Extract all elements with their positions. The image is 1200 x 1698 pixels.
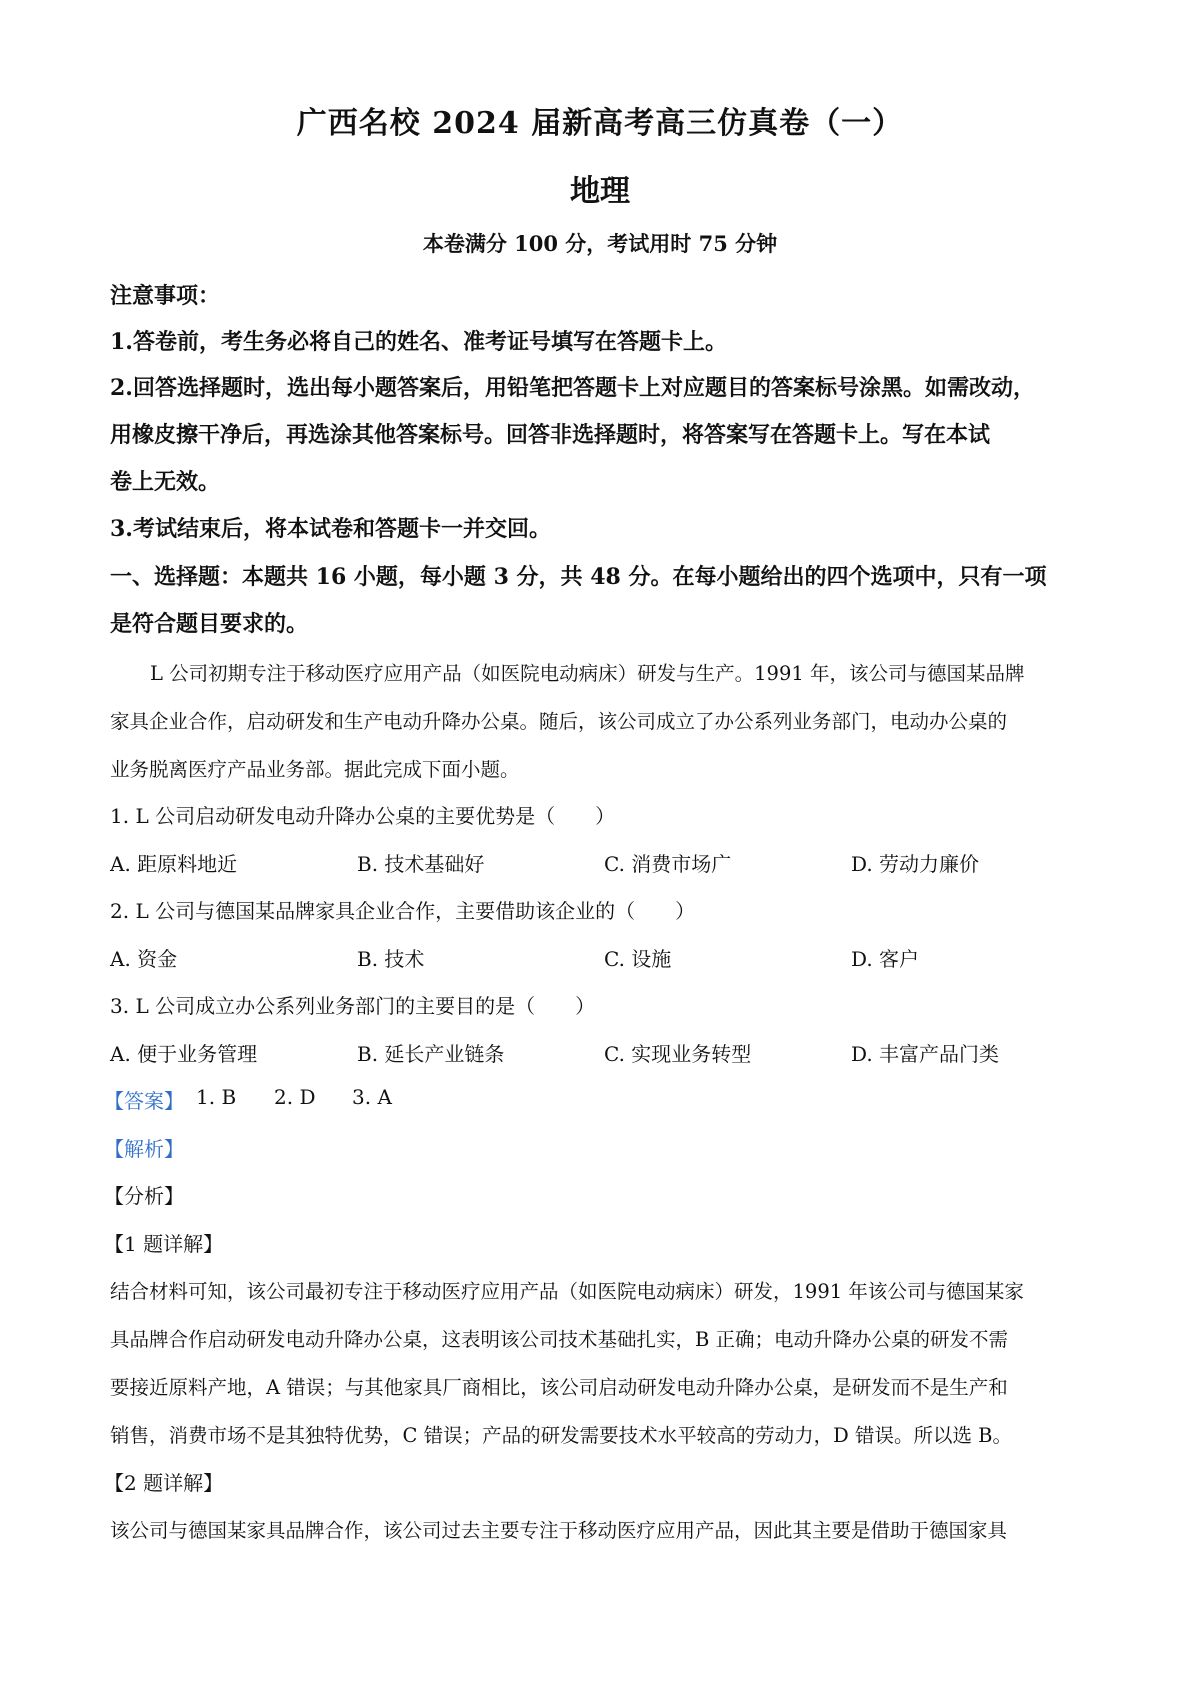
material-line-2: 家具企业合作，启动研发和生产电动升降办公桌。随后，该公司成立了办公系列业务部门，电动办公桌的 bbox=[110, 710, 1008, 733]
question-3-option-c[interactable]: C. 实现业务转型 bbox=[604, 1042, 752, 1066]
answer-label: 【答案】 bbox=[104, 1089, 184, 1113]
exam-title: 广西名校 2024 届新高考高三仿真卷（一） bbox=[296, 106, 904, 141]
notice-heading: 注意事项： bbox=[110, 283, 221, 309]
question-2-detail-heading: 【2 题详解】 bbox=[104, 1471, 224, 1495]
question-2-stem: 2. L 公司与德国某品牌家具企业合作，主要借助该企业的（ ） bbox=[110, 899, 696, 923]
subject-title: 地理 bbox=[570, 174, 630, 209]
question-1-detail-heading: 【1 题详解】 bbox=[104, 1232, 224, 1256]
notice-item-2-line-2: 用橡皮擦干净后，再选涂其他答案标号。回答非选择题时，将答案写在答题卡上。写在本试 bbox=[110, 422, 991, 448]
notice-item-1: 1.答卷前，考生务必将自己的姓名、准考证号填写在答题卡上。 bbox=[110, 329, 727, 355]
question-1-detail-line-4: 销售，消费市场不是其独特优势，C 错误；产品的研发需要技术水平较高的劳动力，D 错误。所以选 B。 bbox=[110, 1424, 1012, 1447]
section-heading-line-1: 一、选择题：本题共 16 小题，每小题 3 分，共 48 分。在每小题给出的四个选项中，只有一项 bbox=[110, 564, 1047, 590]
question-1-option-c[interactable]: C. 消费市场广 bbox=[604, 852, 732, 876]
answer-1: 1. B bbox=[196, 1085, 237, 1109]
notice-item-2-line-3: 卷上无效。 bbox=[110, 469, 221, 495]
analysis-fenxi: 【分析】 bbox=[104, 1184, 184, 1208]
section-heading-line-2: 是符合题目要求的。 bbox=[110, 611, 309, 637]
question-2-detail-line-1: 该公司与德国某家具品牌合作，该公司过去主要专注于移动医疗应用产品，因此其主要是借助于德国家具 bbox=[110, 1519, 1008, 1542]
question-1-detail-line-1: 结合材料可知，该公司最初专注于移动医疗应用产品（如医院电动病床）研发，1991 年该公司与德国某家 bbox=[110, 1280, 1024, 1303]
notice-item-2-line-1: 2.回答选择题时，选出每小题答案后，用铅笔把答题卡上对应题目的答案标号涂黑。如需改动， bbox=[110, 375, 1035, 401]
material-line-1: L 公司初期专注于移动医疗应用产品（如医院电动病床）研发与生产。1991 年，该公司与德国某品牌 bbox=[150, 662, 1025, 685]
answer-3: 3. A bbox=[352, 1085, 392, 1109]
question-1-option-b[interactable]: B. 技术基础好 bbox=[357, 852, 485, 876]
question-3-option-b[interactable]: B. 延长产业链条 bbox=[357, 1042, 505, 1066]
question-1-detail-line-2: 具品牌合作启动研发电动升降办公桌，这表明该公司技术基础扎实，B 正确；电动升降办公桌的研发不需 bbox=[110, 1328, 1009, 1351]
question-1-detail-line-3: 要接近原料产地，A 错误；与其他家具厂商相比，该公司启动研发电动升降办公桌，是研发而不是生产和 bbox=[110, 1376, 1008, 1399]
question-1-stem: 1. L 公司启动研发电动升降办公桌的主要优势是（ ） bbox=[110, 804, 616, 828]
question-3-option-d[interactable]: D. 丰富产品门类 bbox=[851, 1042, 1000, 1066]
answer-2: 2. D bbox=[274, 1085, 316, 1109]
notice-item-3: 3.考试结束后，将本试卷和答题卡一并交回。 bbox=[110, 516, 551, 542]
exam-meta: 本卷满分 100 分，考试用时 75 分钟 bbox=[422, 231, 778, 256]
question-3-stem: 3. L 公司成立办公系列业务部门的主要目的是（ ） bbox=[110, 994, 596, 1018]
analysis-label: 【解析】 bbox=[104, 1137, 184, 1161]
material-line-3: 业务脱离医疗产品业务部。据此完成下面小题。 bbox=[110, 758, 520, 781]
question-3-option-a[interactable]: A. 便于业务管理 bbox=[110, 1042, 258, 1066]
question-2-option-b[interactable]: B. 技术 bbox=[357, 947, 425, 971]
question-1-option-a[interactable]: A. 距原料地近 bbox=[110, 852, 238, 876]
question-2-option-a[interactable]: A. 资金 bbox=[110, 947, 178, 971]
question-2-option-d[interactable]: D. 客户 bbox=[851, 947, 920, 971]
question-1-option-d[interactable]: D. 劳动力廉价 bbox=[851, 852, 980, 876]
question-2-option-c[interactable]: C. 设施 bbox=[604, 947, 672, 971]
